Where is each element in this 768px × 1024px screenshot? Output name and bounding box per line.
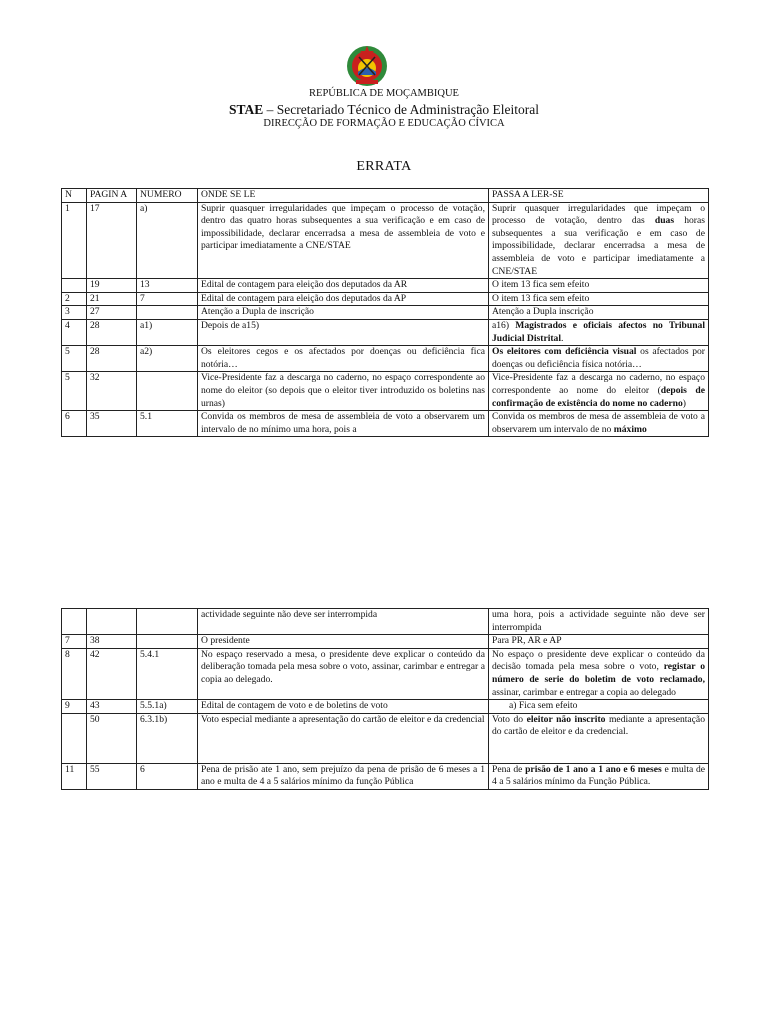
cell-pagina: 35	[87, 411, 137, 437]
header-onde: ONDE SE LE	[198, 189, 489, 203]
mozambique-emblem-icon	[344, 42, 390, 88]
republic-name: REPÚBLICA DE MOÇAMBIQUE	[309, 88, 459, 99]
cell-numero: 13	[137, 279, 198, 293]
cell-passa	[489, 319, 709, 345]
cell-passa	[489, 411, 709, 437]
cell-numero	[137, 372, 198, 411]
bold-text: prisão de 1 ano a 1 ano e 6 meses	[525, 763, 662, 775]
table-row	[62, 202, 709, 279]
table-row	[62, 279, 709, 293]
table-row	[62, 411, 709, 437]
cell-numero: 6.3.1b)	[137, 713, 198, 763]
text: )	[682, 397, 686, 409]
bold-text: registar o número de serie do boletim de voto reclamado,	[492, 661, 705, 685]
cell-n: 11	[62, 763, 87, 789]
text: Voto do	[492, 713, 527, 725]
stae-abbr: STAE	[229, 102, 264, 117]
text: .	[561, 332, 564, 344]
table-row	[62, 319, 709, 345]
cell-n: 8	[62, 648, 87, 699]
table-row	[62, 700, 709, 714]
bold-text: Magistrados e oficiais afectos no Tribunal Judicial Distrital	[492, 319, 705, 344]
cell-onde: O presidente	[198, 635, 489, 649]
text: mediante a apresentação do cartão de eleitor e da credencial.	[492, 713, 705, 738]
bold-text: duas	[654, 215, 675, 227]
cell-n	[62, 713, 87, 763]
text: e multa de 4 a 5 salários mínimo da Função Pública.	[492, 763, 705, 788]
cell-n: 2	[62, 292, 87, 306]
table-row	[62, 763, 709, 789]
cell-n	[62, 279, 87, 293]
text: a16)	[492, 319, 516, 331]
text: assinar, carimbar e entregar a copia ao delegado	[492, 686, 676, 698]
header-passa: PASSA A LER-SE	[489, 189, 709, 203]
cell-passa: a) Fica sem efeito	[489, 700, 709, 714]
cell-pagina: 28	[87, 346, 137, 372]
table-row	[62, 346, 709, 372]
cell-passa: O item 13 fica sem efeito	[489, 279, 709, 293]
cell-n	[62, 609, 87, 635]
cell-numero	[137, 306, 198, 320]
cell-onde: Voto especial mediante a apresentação do cartão de eleitor e da credencial	[198, 713, 489, 763]
table-row	[62, 713, 709, 763]
table-row	[62, 648, 709, 699]
cell-onde: Convida os membros de mesa de assembleia de voto a observarem um intervalo de no mínimo uma hora, pois a	[198, 411, 489, 437]
cell-passa: uma hora, pois a actividade seguinte não deve ser interrompida	[489, 609, 709, 635]
cell-pagina: 32	[87, 372, 137, 411]
cell-onde: Os eleitores cegos e os afectados por doenças ou deficiência fica notória…	[198, 346, 489, 372]
cell-pagina: 42	[87, 648, 137, 699]
text: Convida os membros de mesa de assembleia de voto a observarem um intervalo de no	[492, 411, 705, 435]
cell-numero: 5.4.1	[137, 648, 198, 699]
cell-pagina: 50	[87, 713, 137, 763]
cell-numero: 5.1	[137, 411, 198, 437]
table-row	[62, 372, 709, 411]
direction-name: DIRECÇÃO DE FORMAÇÃO E EDUCAÇÃO CÍVICA	[263, 118, 505, 129]
cell-pagina: 55	[87, 763, 137, 789]
cell-numero	[137, 609, 198, 635]
bold-text: eleitor não inscrito	[526, 713, 606, 725]
table-row	[62, 292, 709, 306]
table-row	[62, 609, 709, 635]
header-numero: NUMERO	[137, 189, 198, 203]
cell-n: 7	[62, 635, 87, 649]
page-title: ERRATA	[356, 159, 412, 174]
cell-pagina: 43	[87, 700, 137, 714]
header-pagina: PAGIN A	[87, 189, 137, 203]
cell-n: 5	[62, 372, 87, 411]
bold-text: depois de confirmação de existência do nome no caderno	[492, 384, 705, 409]
bold-text: Os eleitores com deficiência visual	[492, 346, 637, 358]
cell-n: 1	[62, 202, 87, 279]
text: No espaço o presidente deve explicar o conteúdo da decisão tomada pela mesa sobre o voto,	[492, 648, 705, 673]
cell-passa: Para PR, AR e AP	[489, 635, 709, 649]
stae-line	[0, 102, 768, 118]
cell-onde: Edital de contagem para eleição dos deputados da AR	[198, 279, 489, 293]
cell-n: 4	[62, 319, 87, 345]
errata-table-part2	[61, 608, 709, 790]
cell-passa	[489, 648, 709, 699]
cell-passa	[489, 713, 709, 763]
cell-numero: 6	[137, 763, 198, 789]
cell-pagina: 17	[87, 202, 137, 279]
errata-table-part1	[61, 188, 709, 437]
text: horas subsequentes a sua verificação e em caso de impossibilidade, declarar encerradsa a mesa de assembleia de voto e participar imediatamente a CNE/STAE	[492, 215, 705, 277]
bold-text: máximo	[613, 423, 647, 435]
cell-onde: Suprir quasquer irregularidades que impeçam o processo de votação, dentro das quatro horas subsequentes a sua verificação e em caso de impossibilidade, declarar encerradsa a mesa de assembleia de voto e participar imediatamente a CNE/STAE	[198, 202, 489, 279]
cell-n: 3	[62, 306, 87, 320]
cell-numero: 7	[137, 292, 198, 306]
cell-pagina: 21	[87, 292, 137, 306]
table-row	[62, 306, 709, 320]
cell-pagina: 38	[87, 635, 137, 649]
cell-onde: No espaço reservado a mesa, o presidente deve explicar o conteúdo da deliberação tomada pela mesa sobre o voto, assinar, carimbar e entregar a copia ao delegado.	[198, 648, 489, 699]
text: Pena de	[492, 763, 526, 775]
cell-passa: O item 13 fica sem efeito	[489, 292, 709, 306]
cell-n: 5	[62, 346, 87, 372]
text: os afectados por doenças ou deficiência física notória…	[492, 346, 705, 370]
cell-onde: Depois de a15)	[198, 319, 489, 345]
cell-passa	[489, 202, 709, 279]
cell-n: 9	[62, 700, 87, 714]
cell-passa	[489, 346, 709, 372]
stae-name: – Secretariado Técnico de Administração Eleitoral	[263, 102, 539, 117]
cell-onde: Pena de prisão ate 1 ano, sem prejuízo da pena de prisão de 6 meses a 1 ano e multa de 4 a 5 salários mínimo da função Pública	[198, 763, 489, 789]
text: Vice-Presidente faz a descarga no caderno, no espaço correspondente ao nome do eleitor (	[492, 372, 705, 396]
cell-onde: actividade seguinte não deve ser interrompida	[198, 609, 489, 635]
text: Suprir quasquer irregularidades que impeçam o processo de votação, dentro das	[492, 202, 705, 227]
cell-pagina: 28	[87, 319, 137, 345]
cell-onde: Atenção a Dupla de inscrição	[198, 306, 489, 320]
cell-passa	[489, 372, 709, 411]
cell-n: 6	[62, 411, 87, 437]
cell-pagina: 27	[87, 306, 137, 320]
cell-pagina	[87, 609, 137, 635]
cell-onde: Vice-Presidente faz a descarga no caderno, no espaço correspondente ao nome do eleitor (so depois que o eleitor tiver introduzido os boletins nas urnas)	[198, 372, 489, 411]
table-row	[62, 635, 709, 649]
cell-numero: 5.5.1a)	[137, 700, 198, 714]
cell-onde: Edital de contagem para eleição dos deputados da AP	[198, 292, 489, 306]
cell-numero: a1)	[137, 319, 198, 345]
header-n: N	[62, 189, 87, 203]
cell-numero: a)	[137, 202, 198, 279]
cell-onde: Edital de contagem de voto e de boletins de voto	[198, 700, 489, 714]
cell-numero	[137, 635, 198, 649]
cell-pagina: 19	[87, 279, 137, 293]
cell-numero: a2)	[137, 346, 198, 372]
cell-passa	[489, 763, 709, 789]
cell-passa: Atenção a Dupla inscrição	[489, 306, 709, 320]
table-header-row	[62, 189, 709, 203]
